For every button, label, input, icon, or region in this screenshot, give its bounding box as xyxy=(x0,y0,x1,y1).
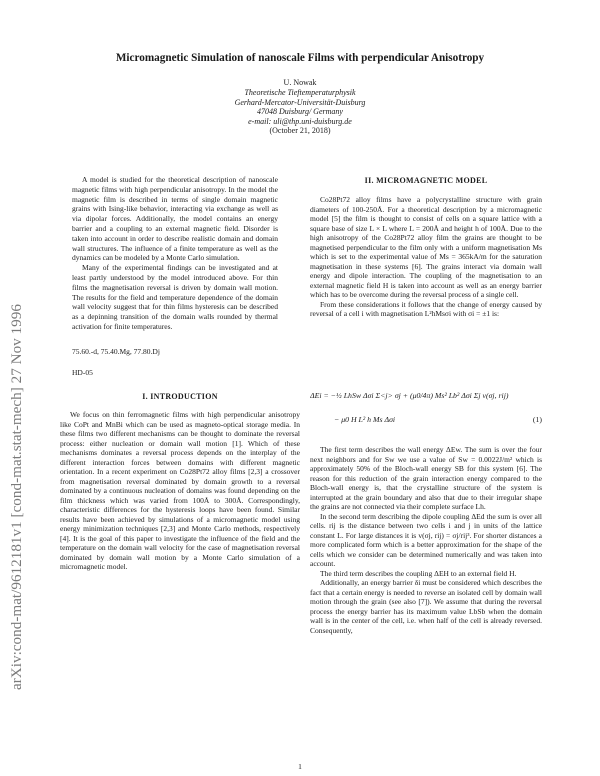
arxiv-identifier-stamp xyxy=(4,10,26,690)
page-number: 1 xyxy=(298,762,302,771)
body-paragraph: From these considerations it follows that the change of energy caused by reversal of a cell i with magnetisation L²hMsσi with σi = ±1 is: xyxy=(310,299,542,318)
affiliation-block xyxy=(150,88,450,136)
body-paragraph: We focus on thin ferromagnetic films with high perpendicular anisotropy like CoPt and MnBi which can be used as magneto-optical storage media. In these films two different mechanisms can be thought to dominate the reversal process: either nucleation or domain wall motion [1]. Which of these mechanisms dominates a reversal process depends on the interplay of the different interaction forces between domains with different magnetic orientation. In a recent experiment on Co28Pt72 alloy films [2,3] a crossover from magnetisation reversal dominated by domain growth to a reversal dominated by a continuous nucleation of domains was found depending on the film thickness which was varied from 100Å to 300Å. Correspondingly, characteristic differences for the hysteresis loops have been found. Similar results have been achieved by simulations of a micromagnetic model using energy minimization techniques [2,3] and Monte Carlo methods, respectively [4]. It is the goal of this paper to investigate the influence of the field and the temperature on the domain wall velocity for the case of magnetisation reversal dominated by domain wall motion by a Monte Carlo simulation of a micromagnetic model. xyxy=(60,410,300,571)
arxiv-id-text: arXiv:cond-mat/9612181v1 [cond-mat.stat-mech] 27 Nov 1996 xyxy=(8,304,25,690)
energy-equation xyxy=(310,380,542,436)
section-heading: I. INTRODUCTION xyxy=(142,392,218,401)
date-line: (October 21, 2018) xyxy=(269,126,331,136)
model-body-bottom xyxy=(310,445,542,635)
section-heading: II. MICROMAGNETIC MODEL xyxy=(364,176,488,185)
equation-line: ΔEi = −½ LhSw Δσi Σ<j> σj + (μ0/4π) Ms² Lb² Δσi Σj v(σj, rij) xyxy=(310,391,509,400)
paper-title: Micromagnetic Simulation of nanoscale Films with perpendicular Anisotropy xyxy=(115,52,485,64)
equation-line: − μ0 H L² h Ms Δσi xyxy=(334,415,396,424)
abstract-paragraph: Many of the experimental findings can be investigated and at least partly understood by the model introduced above. For thin films the magnetisation reversal is driven by domain wall motion. The results for the field and temperature dependence of the domain wall velocity suggest that for thin films hysteresis can be described as a depinning transition of the domain walls rounded by thermal activation for finite temperatures. xyxy=(72,263,278,331)
session-code: HD-05 xyxy=(72,368,93,377)
introduction-body xyxy=(60,410,300,572)
email-line: e-mail: uli@thp.uni-duisburg.de xyxy=(248,116,352,126)
equation-number: (1) xyxy=(532,415,542,424)
affiliation-line: Theoretische Tieftemperaturphysik xyxy=(244,88,356,97)
body-paragraph: Additionally, an energy barrier δi must be considered which describes the fact that a certain energy is needed to reverse an isolated cell by domain wall motion through the grain (see also [7]). We assume that during the reversal process the energy barrier has its maximum value LbSb when the domain wall is in the center of the cell, i.e. when half of the cell is already reversed. Consequently, xyxy=(310,578,542,635)
abstract xyxy=(72,175,278,332)
body-paragraph: The third term describes the coupling ΔEH to an external field H. xyxy=(320,568,517,578)
body-paragraph: Co28Pt72 alloy films have a polycrystalline structure with grain diameters of 100-250Å. For a theoretical description by a micromagnetic model [5] the film is thought to consist of cells on a square lattice with a square base of size L × L where L = 200Å and height h of 100Å. Due to the high anisotropy of the Co28Pt72 alloy film the grains are thought to be magnetised perpendicular to the film only with a uniform magnetisation Ms which is set to the experimental value of Ms = 365kA/m for the saturation magnetisation in these systems [6]. The grains interact via domain wall energy and dipole interaction. The coupling of the magnetisation to an external magnetic field H is taken into account as well as an energy barrier which has to be overcome during the reversal process of a single cell. xyxy=(310,195,542,299)
pacs-numbers: 75.60.-d, 75.40.Mg, 77.80.Dj xyxy=(72,347,160,356)
body-paragraph: In the second term describing the dipole coupling ΔEd the sum is over all cells. rij is the distance between two cells i and j in units of the lattice constant L. For large distances it is v(σj, rij) = σj/rij³. For shorter distances a more complicated form which is a better approximation for the shape of the cells which we consider can be determined numerically and was taken into account. xyxy=(310,511,542,568)
affiliation-line: Gerhard-Mercator-Universität-Duisburg xyxy=(234,97,366,107)
body-paragraph: The first term describes the wall energy ΔEw. The sum is over the four next neighbors and for Sw we use a value of Sw = 0.0022J/m² which is approximately 50% of the Bloch-wall energy SB for this system [6]. The reason for this reduction of the grain interaction energy compared to the Bloch-wall energy is, that the crystalline structure of the system is interrupted at the grain boundary and also that due to their irregular shape the grains are not connected via their complete surface Lh. xyxy=(310,445,542,511)
abstract-paragraph: A model is studied for the theoretical description of nanoscale magnetic films with high perpendicular anisotropy. In the model the magnetic film is described in terms of single domain magnetic grains with Ising-like behavior, interacting via exchange as well as via dipolar forces. Additionally, the model contains an energy barrier and a coupling to an external magnetic field. Disorder is taken into account in order to describe realistic domain and domain wall structures. The influence of a finite temperature as well as the dynamics can be modeled by a Monte Carlo simulation. xyxy=(72,175,278,263)
affiliation-line: 47048 Duisburg/ Germany xyxy=(257,107,343,117)
model-body-top xyxy=(310,195,542,319)
author-name: U. Nowak xyxy=(283,78,317,87)
